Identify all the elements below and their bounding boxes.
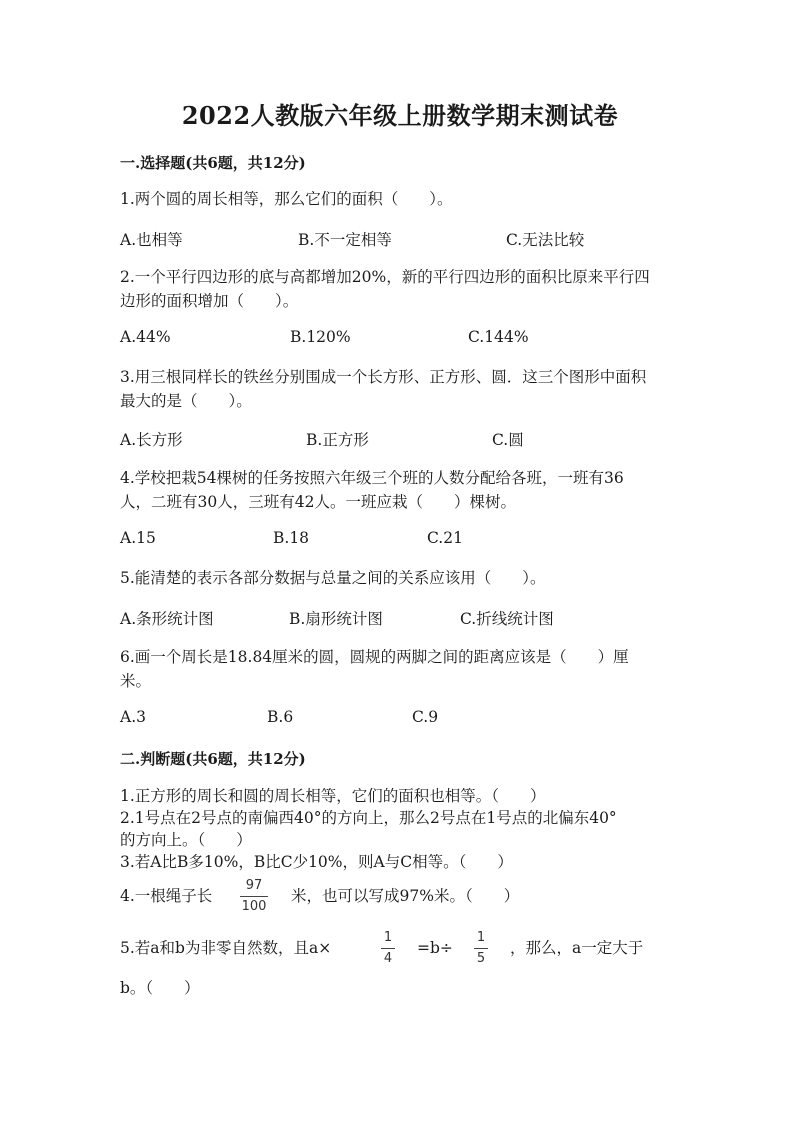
page-title: 2022人教版六年级上册数学期末测试卷 xyxy=(181,101,619,130)
fraction-numerator: 1 xyxy=(476,930,486,945)
option-b: B.120% xyxy=(290,328,351,346)
fraction-numerator: 1 xyxy=(383,930,393,945)
question-text: 3.用三根同样长的铁丝分别围成一个长方形、正方形、圆．这三个图形中面积 xyxy=(120,368,647,386)
judgement-question: 3.若A比B多10%，B比C少10%，则A与C相等。（ ） xyxy=(120,853,513,871)
option-b: B.不一定相等 xyxy=(298,231,392,249)
option-b: B.18 xyxy=(273,529,310,547)
option-a: A.15 xyxy=(120,529,156,547)
fraction-bar xyxy=(474,948,488,949)
fraction-1-4 xyxy=(381,930,395,967)
judgement-question: 4.一根绳子长 xyxy=(120,887,213,905)
option-a: A.3 xyxy=(120,708,146,726)
judgement-question: 5.若a和b为非零自然数，且a× xyxy=(120,939,332,957)
fraction-numerator: 97 xyxy=(245,878,263,893)
fraction-97-100 xyxy=(240,878,268,915)
question-text: 2.一个平行四边形的底与高都增加20%，新的平行四边形的面积比原来平行四 xyxy=(120,268,650,286)
option-a: A.长方形 xyxy=(120,431,183,449)
judgement-question: 2.1号点在2号点的南偏西40°的方向上，那么2号点在1号点的北偏东40° xyxy=(120,809,617,827)
option-b: B.扇形统计图 xyxy=(289,610,383,628)
question-text: 1.两个圆的周长相等，那么它们的面积（ ）。 xyxy=(120,190,453,208)
fraction-denominator: 5 xyxy=(476,951,486,966)
option-c: C.无法比较 xyxy=(506,231,585,249)
option-a: A.44% xyxy=(120,328,171,346)
option-a: A.也相等 xyxy=(120,231,183,249)
question-text-cont: 最大的是（ ）。 xyxy=(120,392,252,410)
question-text: 4.学校把栽54棵树的任务按照六年级三个班的人数分配给各班，一班有36 xyxy=(120,469,624,487)
fraction-bar xyxy=(381,948,395,949)
judgement-question-cont: ，那么，a一定大于 xyxy=(510,939,644,957)
section-heading-choice: 一.选择题(共6题，共12分) xyxy=(120,154,306,172)
section-heading-judgement: 二.判断题(共6题，共12分) xyxy=(120,750,306,768)
fraction-bar xyxy=(240,896,268,897)
fraction-1-5 xyxy=(474,930,488,967)
question-text-cont: 米。 xyxy=(120,672,152,690)
judgement-question-cont: 米，也可以写成97%米。（ ） xyxy=(291,887,520,905)
fraction-denominator: 4 xyxy=(383,951,393,966)
option-c: C.21 xyxy=(427,529,463,547)
option-b: B.正方形 xyxy=(306,431,369,449)
fraction-denominator: 100 xyxy=(241,899,267,914)
option-c: C.9 xyxy=(412,708,439,726)
option-a: A.条形统计图 xyxy=(120,610,214,628)
option-c: C.圆 xyxy=(492,431,524,449)
judgement-question-cont: b。（ ） xyxy=(120,979,200,997)
judgement-question-cont: =b÷ xyxy=(417,939,453,957)
question-text: 5.能清楚的表示各部分数据与总量之间的关系应该用（ ）。 xyxy=(120,569,546,587)
option-b: B.6 xyxy=(267,708,294,726)
question-text-cont: 边形的面积增加（ ）。 xyxy=(120,292,299,310)
judgement-question-cont: 的方向上。（ ） xyxy=(120,831,252,849)
option-c: C.144% xyxy=(468,328,529,346)
option-c: C.折线统计图 xyxy=(460,610,554,628)
judgement-question: 1.正方形的周长和圆的周长相等，它们的面积也相等。（ ） xyxy=(120,787,546,805)
question-text-cont: 人，二班有30人，三班有42人。一班应栽（ ）棵树。 xyxy=(120,493,516,511)
question-text: 6.画一个周长是18.84厘米的圆，圆规的两脚之间的距离应该是（ ）厘 xyxy=(120,648,629,666)
